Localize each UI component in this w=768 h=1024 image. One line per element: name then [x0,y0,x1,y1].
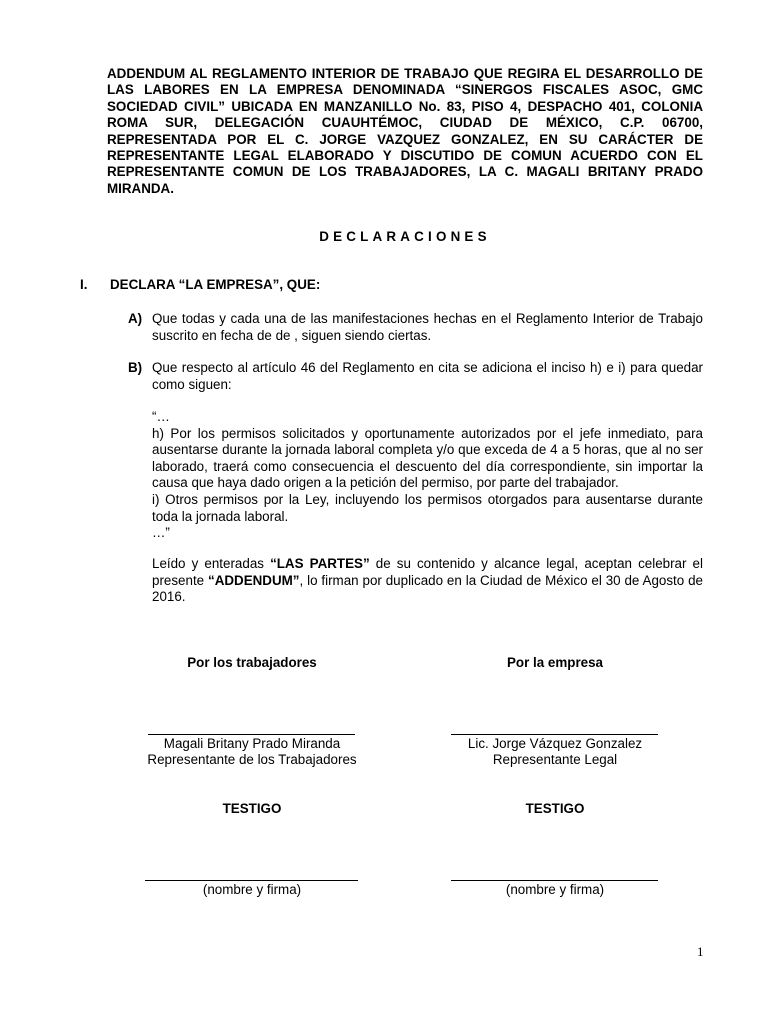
signature-name-workers: Magali Britany Prado Miranda [163,736,341,751]
item-b-letter: B) [128,360,143,375]
quoted-amendment [152,409,703,542]
witness-heading-right: TESTIGO [525,801,585,816]
section-title: DECLARA “LA EMPRESA”, QUE: [110,277,321,292]
signature-name-company: Lic. Jorge Vázquez Gonzalez [467,736,643,751]
closing-las-partes: “LAS PARTES” [270,556,370,571]
witness-line-left [145,880,358,881]
closing-paragraph [152,556,703,606]
closing-part-1: Leído y enteradas [152,556,271,571]
signature-line-company [451,734,658,735]
signature-role-workers: Representante de los Trabajadores [147,752,357,767]
witness-heading-left: TESTIGO [222,801,282,816]
section-number: I. [80,277,88,292]
signature-line-workers [148,734,355,735]
signature-role-company: Representante Legal [492,752,618,767]
quote-clause-h: h) Por los permisos solicitados y oportunamente autorizados por el jefe inmediato, para ausentarse durante la jornada laboral completa y/o que exceda de 4 a 5 horas, que al no ser laborado, traerá como consecuencia el descuento del día correspondiente, sin importar la causa que haya dado origen a la petición del permiso, por parte del trabajador. [152,425,703,491]
declaraciones-heading: DECLARACIONES [319,229,491,244]
quote-open: “… [152,409,170,424]
closing-addendum: “ADDENDUM” [208,572,300,588]
item-a-letter: A) [128,311,143,326]
quote-close: …” [152,525,170,541]
item-a-text: Que todas y cada una de las manifestaciones hechas en el Reglamento Interior de Trabajo suscrito en fecha de de , siguen siendo ciertas. [152,311,703,343]
quote-clause-i: i) Otros permisos por la Ley, incluyendo los permisos otorgados para ausentarse durante toda la jornada laboral. [152,491,703,524]
item-b-text: Que respecto al artículo 46 del Reglamento en cita se adiciona el inciso h) e i) para quedar como siguen: [152,360,703,392]
document-title: ADDENDUM AL REGLAMENTO INTERIOR DE TRABAJO QUE REGIRA EL DESARROLLO DE LAS LABORES EN LA EMPRESA DENOMINADA “SINERGOS FISCALES ASOC, GMC SOCIEDAD CIVIL” UBICADA EN MANZANILLO No. 83, PISO 4, DESPACHO 401, COLONIA ROMA SUR, DELEGACIÓN CUAUHTÉMOC, CIUDAD DE MÉXICO, C.P. 06700, REPRESENTADA POR EL C. JORGE VAZQUEZ GONZALEZ, EN SU CARÁCTER DE REPRESENTANTE LEGAL ELABORADO Y DISCUTIDO DE COMUN ACUERDO CON EL REPRESENTANTE COMUN DE LOS TRABAJADORES, LA C. MAGALI BRITANY PRADO MIRANDA. [107,66,703,196]
witness-line-right [451,880,658,881]
page-number: 1 [697,944,704,959]
signature-heading-workers: Por los trabajadores [187,655,317,670]
witness-caption-right: (nombre y firma) [505,882,605,897]
witness-caption-left: (nombre y firma) [202,882,302,897]
closing-part-3: , lo firman por duplicado en la Ciudad de México el 30 de Agosto de 2016. [152,572,703,605]
closing-part-2: de su contenido y alcance legal, aceptan celebrar el presente [152,556,703,588]
signature-heading-company: Por la empresa [506,655,604,670]
